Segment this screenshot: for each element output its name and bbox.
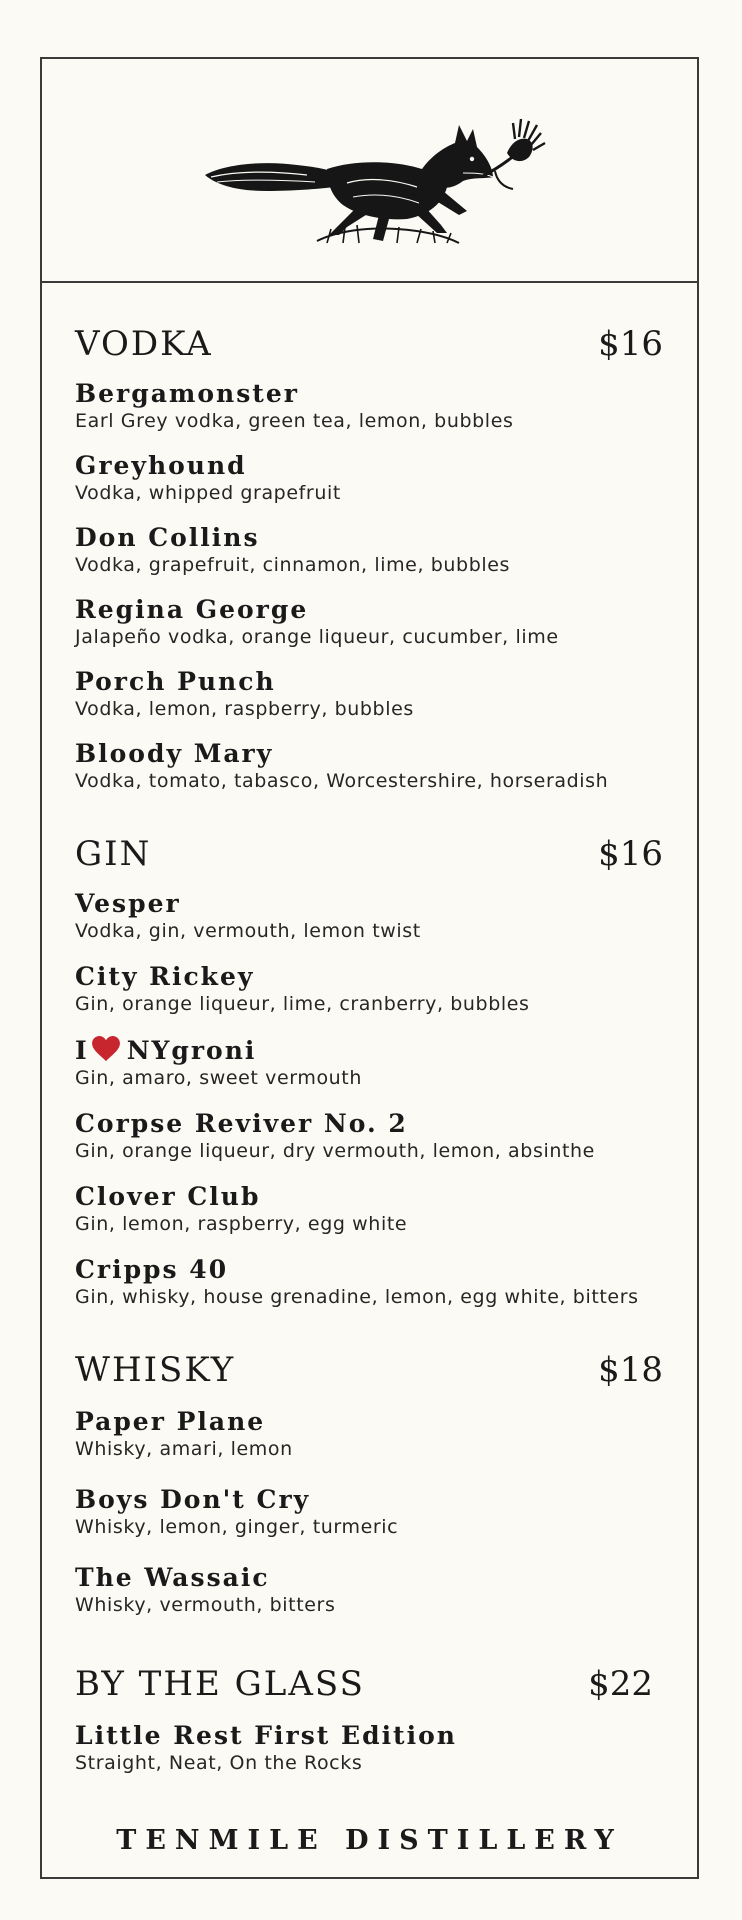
menu-item (75, 1036, 663, 1090)
item-name-prefix: I (75, 1036, 89, 1065)
section-whisky (75, 1349, 663, 1616)
item-name: Corpse Reviver No. 2 (75, 1109, 408, 1138)
section-price: $22 (588, 1664, 653, 1704)
item-name (75, 1036, 663, 1066)
menu-item (75, 667, 663, 721)
item-name: Bergamonster (75, 379, 299, 408)
item-description: Earl Grey vodka, green tea, lemon, bubbles (75, 410, 514, 432)
item-name: City Rickey (75, 962, 255, 991)
section-title: VODKA (75, 324, 213, 364)
section-price: $18 (598, 1350, 663, 1390)
item-description: Gin, orange liqueur, lime, cranberry, bubbles (75, 993, 530, 1015)
menu-item (75, 595, 663, 649)
menu-item (75, 1255, 663, 1309)
header-band (42, 59, 697, 283)
menu-item (75, 1182, 663, 1236)
section-vodka (75, 323, 663, 792)
item-description: Straight, Neat, On the Rocks (75, 1752, 363, 1774)
item-description: Gin, lemon, raspberry, egg white (75, 1213, 408, 1235)
item-description: Vodka, lemon, raspberry, bubbles (75, 698, 414, 720)
section-title: WHISKY (75, 1350, 236, 1390)
heart-icon (91, 1036, 121, 1062)
item-name: The Wassaic (75, 1563, 270, 1592)
item-description: Vodka, gin, vermouth, lemon twist (75, 920, 421, 942)
menu-item (75, 451, 663, 505)
section-header (75, 1663, 663, 1705)
section-header (75, 833, 663, 875)
item-name: Don Collins (75, 523, 260, 552)
menu-item (75, 379, 663, 433)
menu-item (75, 1407, 663, 1461)
menu-item (75, 1563, 663, 1617)
item-description: Gin, whisky, house grenadine, lemon, egg white, bitters (75, 1286, 639, 1308)
menu-item (75, 962, 663, 1016)
item-description: Whisky, lemon, ginger, turmeric (75, 1516, 399, 1538)
item-description: Vodka, tomato, tabasco, Worcestershire, horseradish (75, 770, 609, 792)
item-name: Paper Plane (75, 1407, 266, 1436)
item-name: Bloody Mary (75, 739, 274, 768)
item-name: Clover Club (75, 1182, 261, 1211)
section-price: $16 (598, 324, 663, 364)
fox-logo-icon (197, 103, 547, 253)
item-description: Gin, amaro, sweet vermouth (75, 1067, 362, 1089)
section-gin (75, 833, 663, 1308)
section-price: $16 (598, 834, 663, 874)
menu-item (75, 1721, 663, 1775)
menu-item (75, 739, 663, 793)
section-header (75, 323, 663, 365)
menu-item (75, 1109, 663, 1163)
item-name: Little Rest First Edition (75, 1721, 457, 1750)
item-name: Regina George (75, 595, 309, 624)
menu-item (75, 523, 663, 577)
item-description: Gin, orange liqueur, dry vermouth, lemon, absinthe (75, 1140, 595, 1162)
menu-frame (40, 57, 699, 1879)
item-description: Whisky, amari, lemon (75, 1438, 293, 1460)
section-header (75, 1349, 663, 1391)
item-name: Cripps 40 (75, 1255, 229, 1284)
distillery-name: TENMILE DISTILLERY (116, 1825, 623, 1856)
item-name: Boys Don't Cry (75, 1485, 311, 1514)
section-by-the-glass (75, 1663, 663, 1774)
item-description: Vodka, grapefruit, cinnamon, lime, bubbles (75, 554, 511, 576)
item-name: Porch Punch (75, 667, 276, 696)
item-name-suffix: NYgroni (126, 1036, 257, 1065)
section-title: GIN (75, 834, 152, 874)
menu-item (75, 1485, 663, 1539)
item-name: Greyhound (75, 451, 247, 480)
item-description: Jalapeño vodka, orange liqueur, cucumber, lime (75, 626, 559, 648)
item-description: Vodka, whipped grapefruit (75, 482, 341, 504)
item-name: Vesper (75, 889, 181, 918)
item-description: Whisky, vermouth, bitters (75, 1594, 336, 1616)
section-title: BY THE GLASS (75, 1664, 365, 1704)
menu-item (75, 889, 663, 943)
